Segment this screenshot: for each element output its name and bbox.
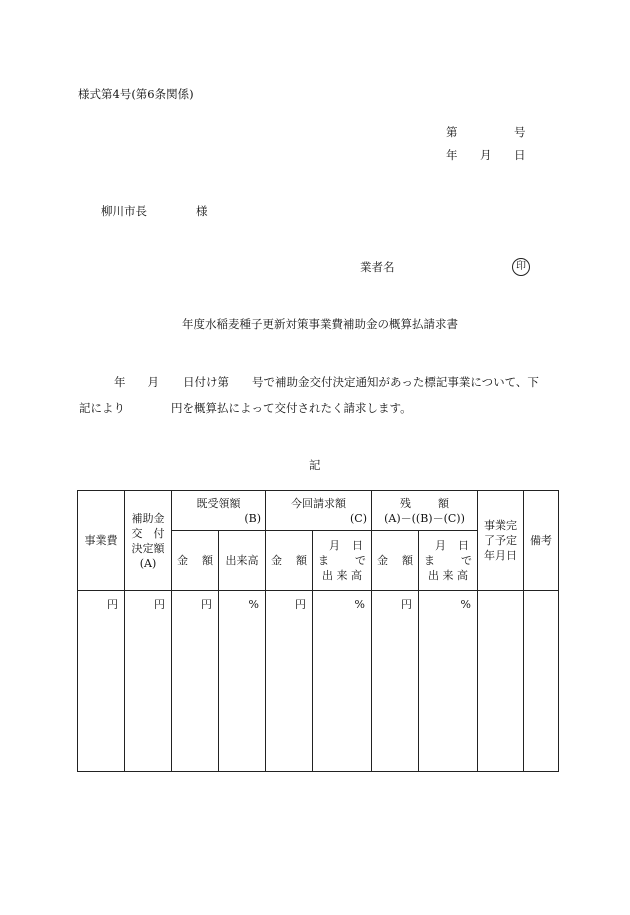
applicant-label: 業者名 — [360, 260, 395, 274]
until-ma-de — [313, 553, 371, 568]
header-received-amount — [172, 531, 219, 591]
body-line-1 — [79, 374, 539, 390]
header-remaining-left: 残 — [400, 496, 411, 510]
header-project-cost: 事業費 — [78, 491, 125, 591]
until-ma: ま — [424, 554, 435, 567]
until-de: で — [461, 554, 472, 567]
header-completion-line1: 事業完 — [484, 519, 517, 532]
until-month: 月 — [329, 539, 340, 552]
body-line-2 — [79, 400, 412, 416]
until-de: で — [355, 554, 366, 567]
cell-completion[interactable] — [478, 591, 524, 772]
date-year: 年 — [446, 148, 458, 162]
doc-number-dai: 第 — [446, 125, 458, 139]
amount-label — [172, 553, 218, 568]
amount-gaku: 額 — [296, 554, 307, 567]
header-received-title: 既受領額 — [196, 496, 241, 510]
until-ma-de — [419, 553, 477, 568]
header-remaining — [372, 491, 478, 531]
cell-project-cost[interactable]: 円 — [78, 591, 125, 772]
header-completion-line3: 年月日 — [484, 549, 517, 562]
header-subsidy — [125, 491, 172, 591]
header-subsidy-line2: 交 付 — [131, 526, 165, 540]
header-remaining-title — [372, 496, 477, 511]
cell-subsidy[interactable]: 円 — [125, 591, 172, 772]
header-remaining-right: 額 — [438, 496, 449, 510]
claim-table — [77, 490, 559, 772]
amount-kin: 金 — [177, 554, 188, 567]
body-month: 月 — [147, 375, 159, 389]
header-current-amount — [266, 531, 313, 591]
header-current-code: (C) — [350, 511, 367, 525]
cell-current-progress[interactable]: % — [313, 591, 372, 772]
body-line2-start: 記により — [79, 401, 125, 415]
amount-label — [372, 553, 418, 568]
cell-current-amount[interactable]: 円 — [266, 591, 313, 772]
ki-heading: 記 — [309, 458, 321, 472]
cell-received-progress[interactable]: % — [219, 591, 266, 772]
until-ma: ま — [318, 554, 329, 567]
date-day: 日 — [514, 148, 526, 162]
cell-remaining-amount[interactable]: 円 — [372, 591, 419, 772]
body-line2-rest: 円を概算払によって交付されたく請求します。 — [171, 401, 412, 415]
amount-label — [266, 553, 312, 568]
header-remaining-until — [419, 531, 478, 591]
document-title: 年度水稲麦種子更新対策事業費補助金の概算払請求書 — [182, 317, 458, 331]
header-subsidy-line4: (A) — [139, 556, 157, 570]
header-subsidy-line1: 補助金 — [131, 511, 165, 525]
amount-kin: 金 — [377, 554, 388, 567]
table-row — [78, 591, 559, 772]
until-day: 日 — [352, 539, 363, 552]
amount-gaku: 額 — [402, 554, 413, 567]
header-remarks: 備考 — [524, 491, 559, 591]
header-current-title: 今回請求額 — [291, 496, 346, 510]
amount-gaku: 額 — [202, 554, 213, 567]
seal-icon: 印 — [512, 258, 530, 276]
header-current — [266, 491, 372, 531]
until-month-day — [313, 538, 371, 553]
cell-remaining-progress[interactable]: % — [419, 591, 478, 772]
until-day: 日 — [458, 539, 469, 552]
until-progress: 出 来 高 — [322, 569, 362, 582]
until-progress: 出 来 高 — [428, 569, 468, 582]
header-remaining-formula: (A)－((B)－(C)) — [384, 511, 465, 525]
header-received-code: (B) — [244, 511, 261, 525]
addressee-honorific: 様 — [196, 204, 208, 218]
header-received — [172, 491, 266, 531]
header-completion — [478, 491, 524, 591]
until-month: 月 — [435, 539, 446, 552]
doc-number-go: 号 — [514, 125, 526, 139]
until-month-day — [419, 538, 477, 553]
header-remaining-amount — [372, 531, 419, 591]
body-year: 年 — [114, 375, 126, 389]
header-current-until — [313, 531, 372, 591]
addressee-name: 柳川市長 — [101, 204, 147, 218]
header-subsidy-line3: 決定額 — [131, 541, 165, 555]
header-completion-line2: 了予定 — [484, 534, 517, 547]
date-month: 月 — [480, 148, 492, 162]
form-label: 様式第4号(第6条関係) — [78, 87, 194, 101]
cell-received-amount[interactable]: 円 — [172, 591, 219, 772]
cell-remarks[interactable] — [524, 591, 559, 772]
body-line1-rest: 日付け第 号で補助金交付決定通知があった標記事業について、下 — [183, 375, 539, 389]
amount-kin: 金 — [271, 554, 282, 567]
header-received-progress: 出来高 — [219, 531, 266, 591]
